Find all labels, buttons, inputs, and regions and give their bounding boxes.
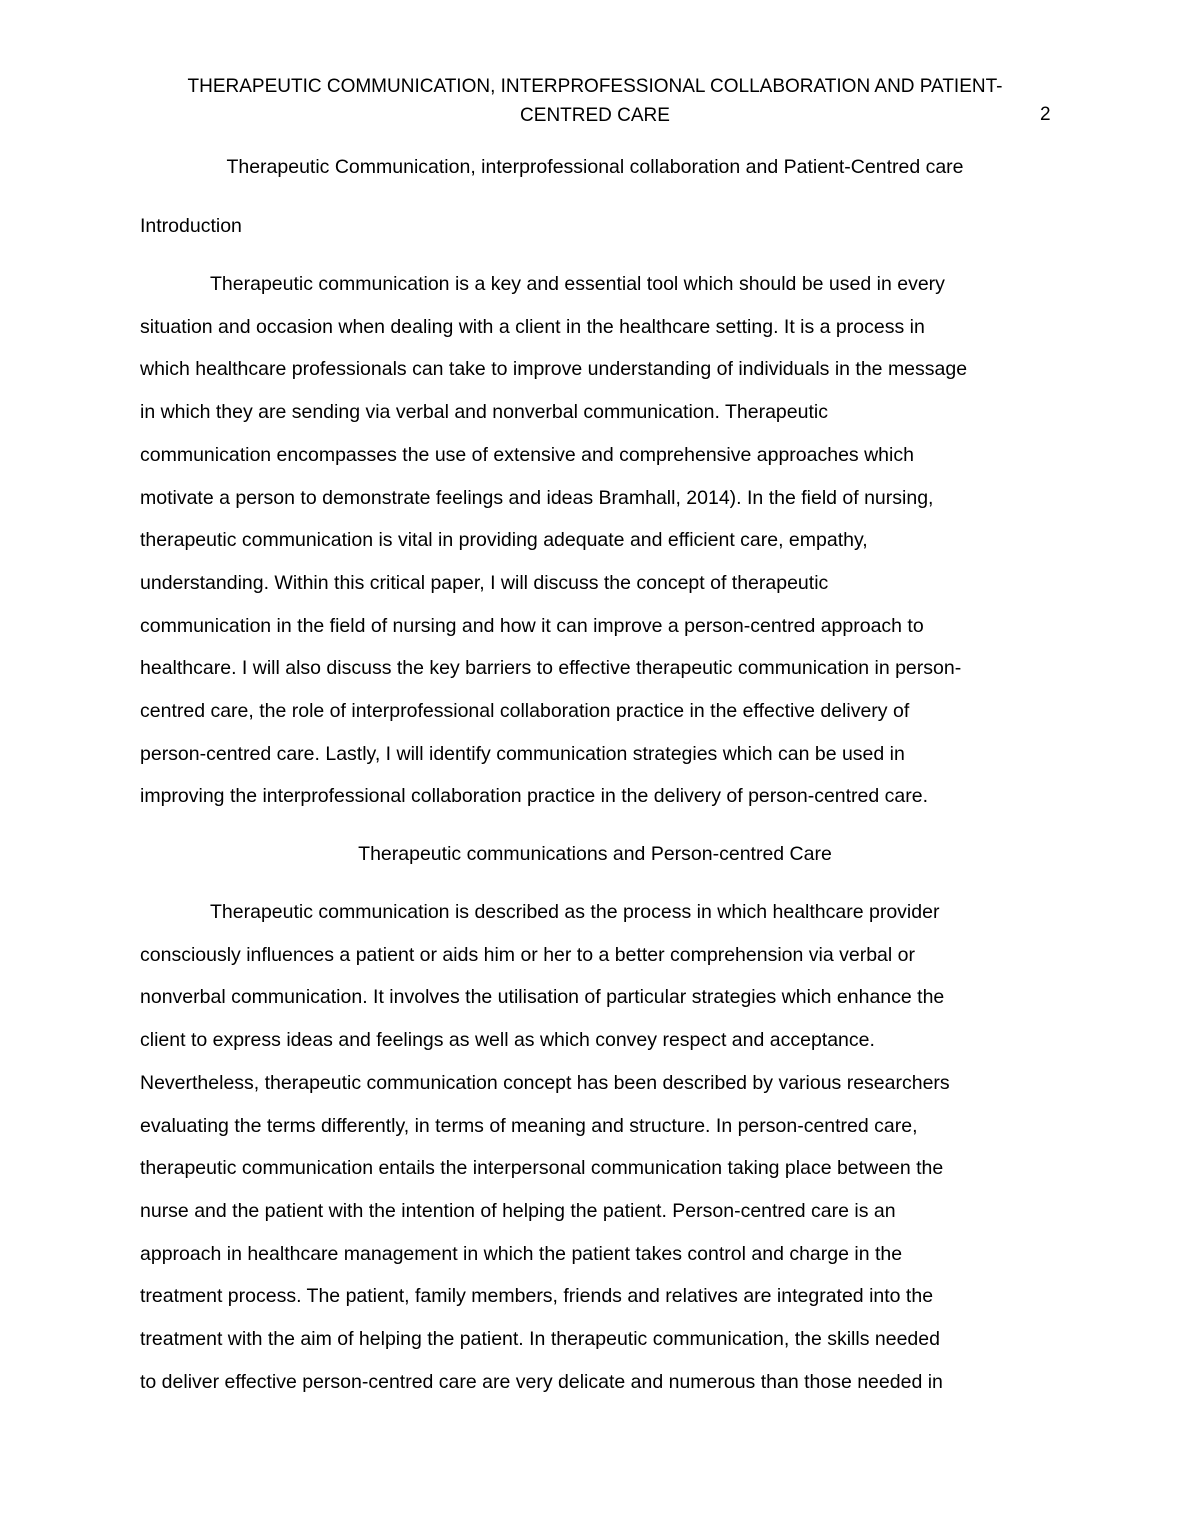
paragraph-line: Nevertheless, therapeutic communication concept has been described by various researchers <box>140 1071 950 1094</box>
paragraph-line: therapeutic communication entails the interpersonal communication taking place between the <box>140 1157 944 1180</box>
paragraph-line: nonverbal communication. It involves the utilisation of particular strategies which enhance the <box>140 986 945 1009</box>
paragraph-line: which healthcare professionals can take to improve understanding of individuals in the message <box>140 358 968 381</box>
paragraph-line: Therapeutic communication is a key and essential tool which should be used in every <box>210 273 945 295</box>
paragraph-line: Therapeutic communication is described as the process in which healthcare provider <box>210 901 940 923</box>
running-head-line-1: THERAPEUTIC COMMUNICATION, INTERPROFESSIONAL COLLABORATION AND PATIENT- <box>187 76 1003 97</box>
paragraph-line: evaluating the terms differently, in terms of meaning and structure. In person-centred care, <box>140 1114 918 1137</box>
paragraph-line: in which they are sending via verbal and nonverbal communication. Therapeutic <box>140 401 828 424</box>
section-heading: Therapeutic communications and Person-centred Care <box>358 843 832 865</box>
paragraph-line: nurse and the patient with the intention of helping the patient. Person-centred care is an <box>140 1199 896 1222</box>
paragraph-line: healthcare. I will also discuss the key barriers to effective therapeutic communication in person- <box>140 657 962 680</box>
introduction-heading: Introduction <box>140 215 242 237</box>
paragraph-line: treatment with the aim of helping the patient. In therapeutic communication, the skills needed <box>140 1328 940 1351</box>
page-number: 2 <box>1040 104 1051 125</box>
paragraph-line: communication encompasses the use of extensive and comprehensive approaches which <box>140 443 914 466</box>
paragraph-line: client to express ideas and feelings as well as which convey respect and acceptance. <box>140 1029 875 1052</box>
paragraph-line: consciously influences a patient or aids him or her to a better comprehension via verbal or <box>140 943 915 966</box>
paragraph-line: understanding. Within this critical paper, I will discuss the concept of therapeutic <box>140 571 829 594</box>
paragraph-line: treatment process. The patient, family members, friends and relatives are integrated into the <box>140 1285 934 1308</box>
paragraph-line: approach in healthcare management in which the patient takes control and charge in the <box>140 1242 903 1265</box>
document-title: Therapeutic Communication, interprofessional collaboration and Patient-Centred care <box>226 156 964 178</box>
paragraph-line: motivate a person to demonstrate feelings and ideas Bramhall, 2014). In the field of nursing, <box>140 486 934 509</box>
introduction-paragraph <box>140 263 1052 818</box>
running-head <box>140 72 1050 130</box>
paragraph-line: situation and occasion when dealing with a client in the healthcare setting. It is a process in <box>140 315 925 338</box>
paragraph-line: therapeutic communication is vital in providing adequate and efficient care, empathy, <box>140 529 868 552</box>
paragraph-line: improving the interprofessional collaboration practice in the delivery of person-centred care. <box>140 785 928 808</box>
section-paragraph <box>140 891 1052 1403</box>
paragraph-line: person-centred care. Lastly, I will identify communication strategies which can be used in <box>140 742 905 765</box>
paragraph-line: centred care, the role of interprofessional collaboration practice in the effective delivery of <box>140 700 910 723</box>
running-head-line-2: CENTRED CARE <box>520 105 670 126</box>
paragraph-line: to deliver effective person-centred care are very delicate and numerous than those needed in <box>140 1370 943 1393</box>
paragraph-line: communication in the field of nursing and how it can improve a person-centred approach to <box>140 614 924 637</box>
